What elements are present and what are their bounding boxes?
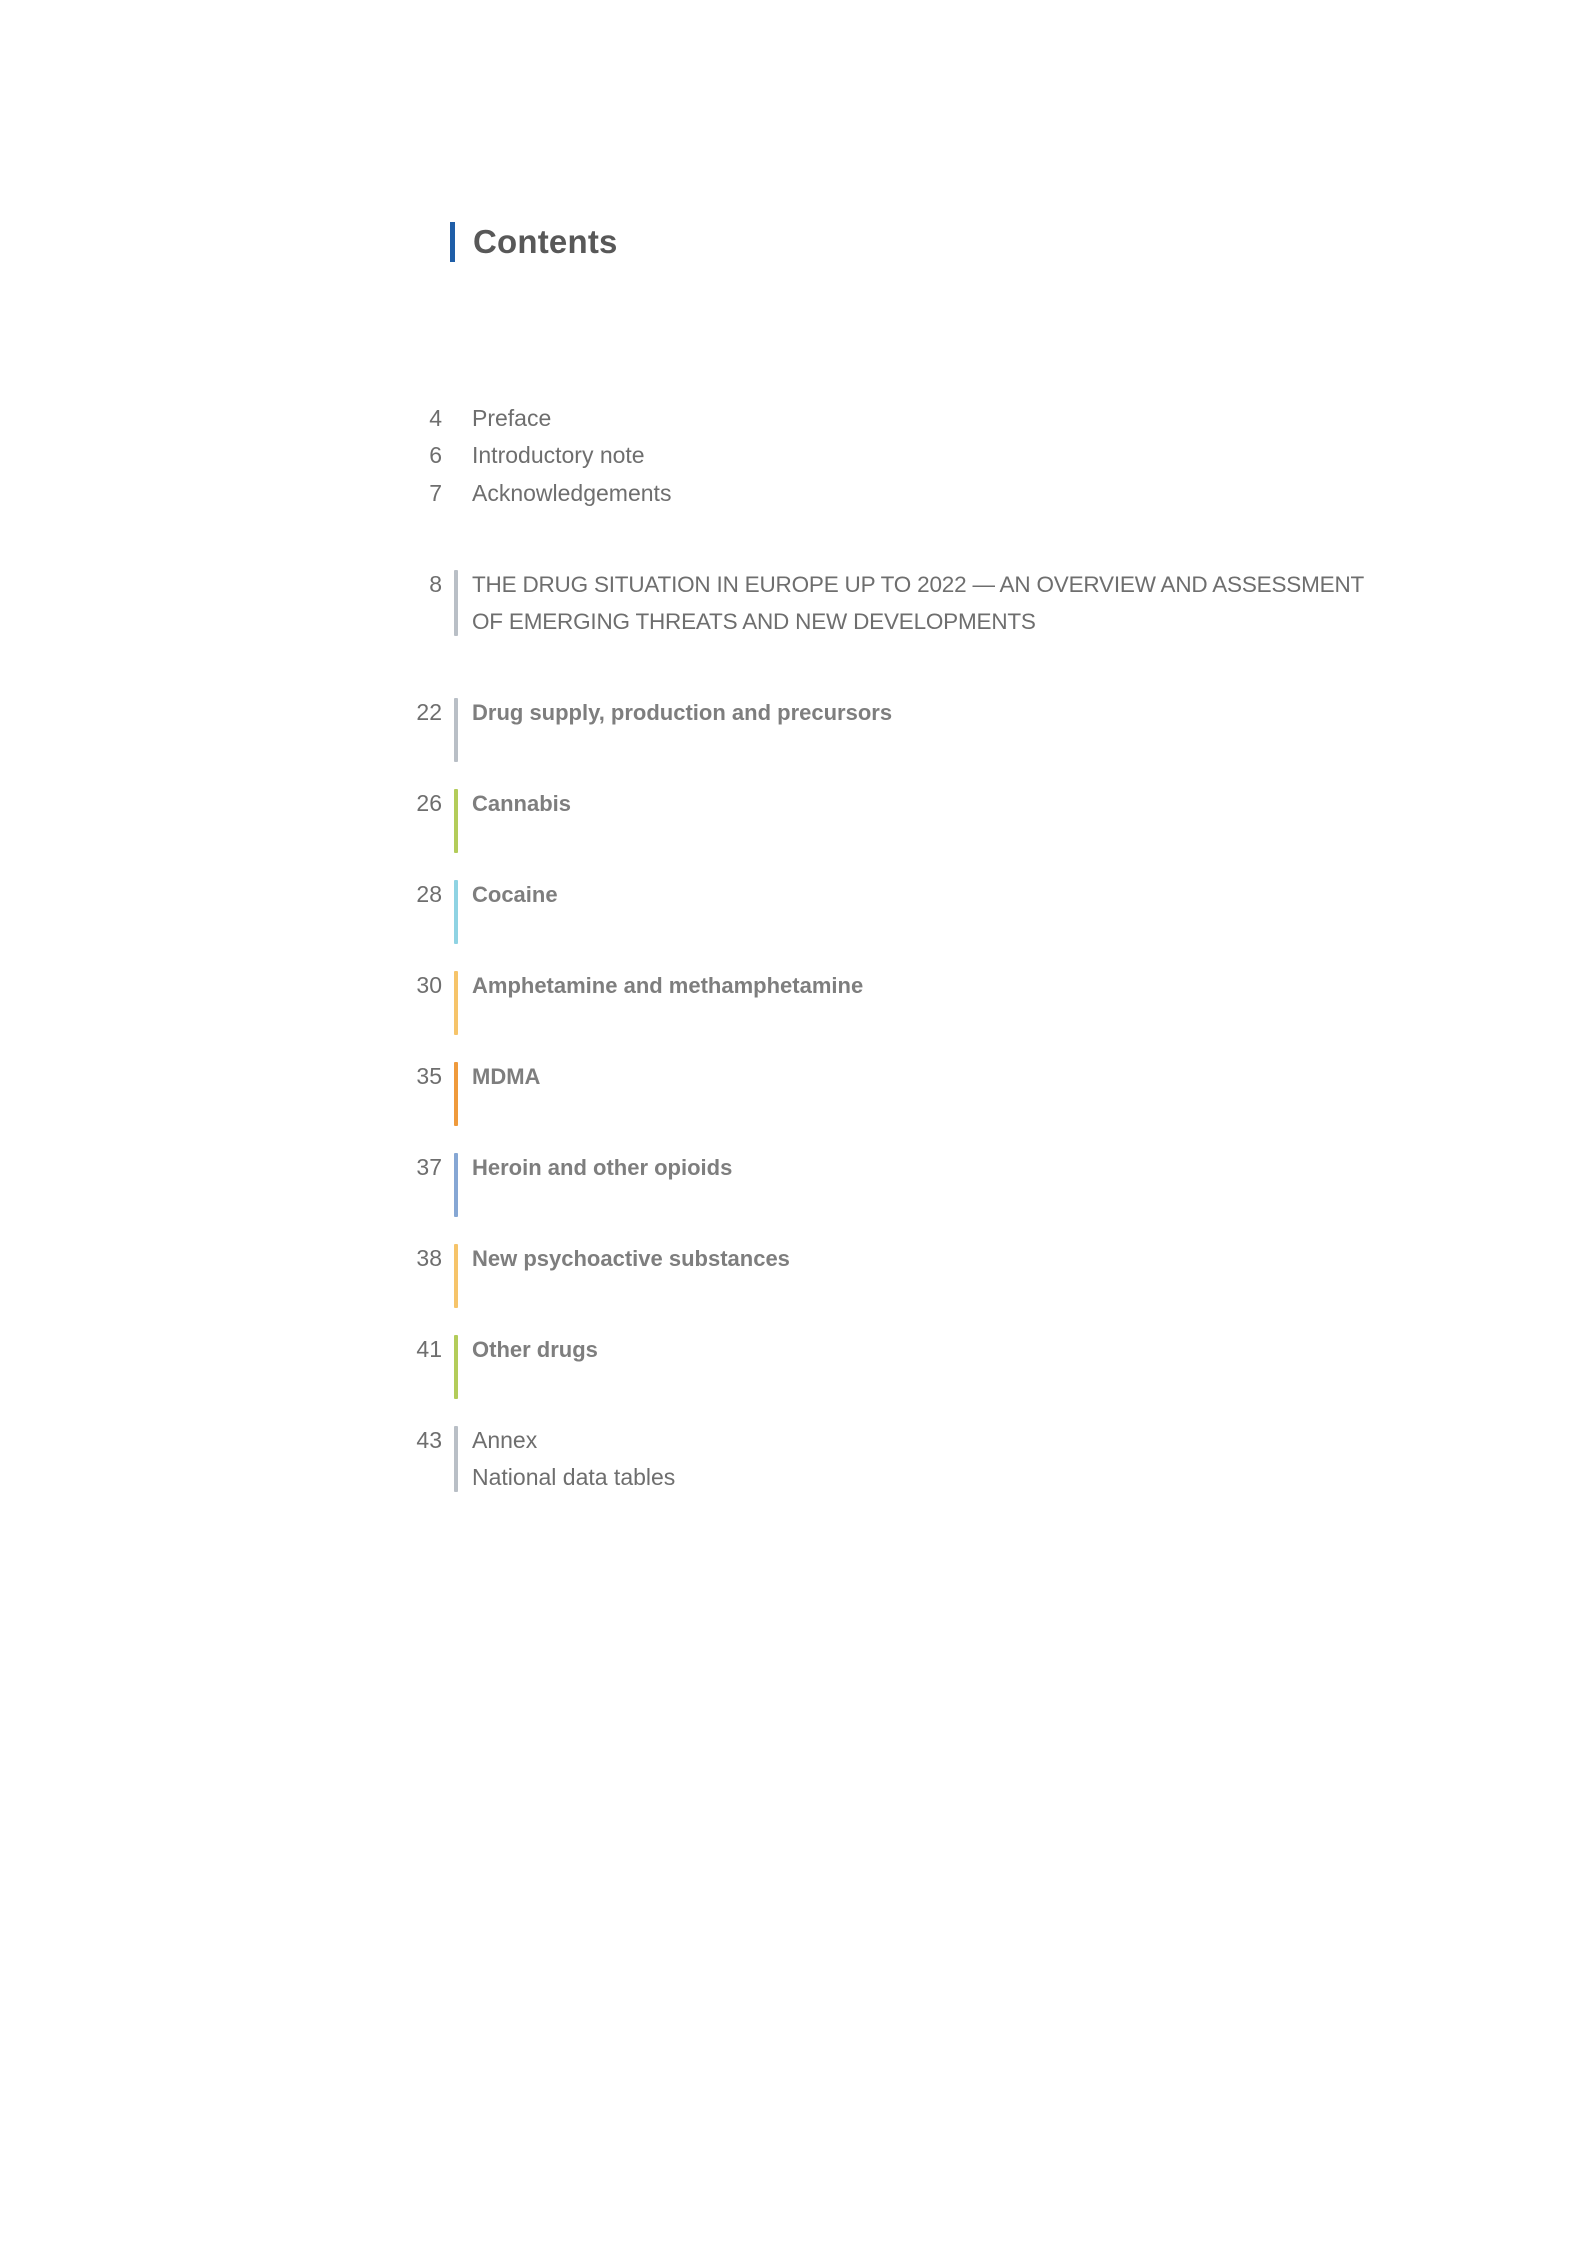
page-number: 37 bbox=[416, 1154, 442, 1180]
page-number: 4 bbox=[429, 405, 442, 431]
page-number: 30 bbox=[416, 972, 442, 998]
page-number: 38 bbox=[416, 1245, 442, 1271]
page-number: 28 bbox=[416, 881, 442, 907]
section-color-bar bbox=[454, 1062, 458, 1126]
toc-entry-cocaine[interactable] bbox=[380, 876, 1440, 946]
section-color-bar bbox=[454, 570, 458, 636]
toc-entry-preface[interactable] bbox=[380, 400, 1440, 437]
entry-label: Introductory note bbox=[472, 442, 645, 468]
toc-entry-heroin[interactable] bbox=[380, 1149, 1440, 1219]
toc-entry-other-drugs[interactable] bbox=[380, 1331, 1440, 1401]
page-number: 26 bbox=[416, 790, 442, 816]
section-color-bar bbox=[454, 698, 458, 762]
toc-entry-mdma[interactable] bbox=[380, 1058, 1440, 1128]
page-number: 35 bbox=[416, 1063, 442, 1089]
section-color-bar bbox=[454, 971, 458, 1035]
page-number: 8 bbox=[429, 571, 442, 597]
page-number: 7 bbox=[429, 480, 442, 506]
entry-label: Acknowledgements bbox=[472, 480, 672, 506]
section-color-bar bbox=[454, 880, 458, 944]
entry-label: Other drugs bbox=[472, 1337, 598, 1362]
toc-entry-annex[interactable] bbox=[380, 1422, 1440, 1496]
entry-label: Heroin and other opioids bbox=[472, 1155, 733, 1180]
entry-label-line-2: OF EMERGING THREATS AND NEW DEVELOPMENTS bbox=[472, 609, 1036, 634]
entry-label bbox=[472, 566, 1440, 640]
section-color-bar bbox=[454, 1426, 458, 1492]
entry-label-line-1: THE DRUG SITUATION IN EUROPE UP TO 2022 — AN OVERVIEW AND ASSESSMENT bbox=[472, 572, 1365, 597]
page-title: Contents bbox=[473, 223, 618, 260]
entry-label: Preface bbox=[472, 405, 552, 431]
entry-label-line-2: National data tables bbox=[472, 1464, 676, 1490]
toc-entry-acknowledgements[interactable] bbox=[380, 475, 1440, 512]
section-color-bar bbox=[454, 1153, 458, 1217]
section-color-bar bbox=[454, 789, 458, 853]
entry-label: New psychoactive substances bbox=[472, 1246, 790, 1271]
toc-entry-introductory-note[interactable] bbox=[380, 437, 1440, 474]
toc-entry-cannabis[interactable] bbox=[380, 785, 1440, 855]
entry-label: Cannabis bbox=[472, 791, 572, 816]
contents-heading bbox=[450, 222, 618, 262]
page-number: 41 bbox=[416, 1336, 442, 1362]
entry-label-line-1: Annex bbox=[472, 1427, 538, 1453]
toc-entry-drug-supply[interactable] bbox=[380, 694, 1440, 764]
toc-entry-overview[interactable] bbox=[380, 566, 1440, 640]
toc-entry-amphetamine[interactable] bbox=[380, 967, 1440, 1037]
section-color-bar bbox=[454, 1335, 458, 1399]
entry-label: Drug supply, production and precursors bbox=[472, 700, 893, 725]
entry-label: Cocaine bbox=[472, 882, 558, 907]
entry-label bbox=[472, 1422, 1440, 1496]
toc-entry-nps[interactable] bbox=[380, 1240, 1440, 1310]
entry-label: MDMA bbox=[472, 1064, 541, 1089]
heading-accent-bar bbox=[450, 222, 455, 262]
page-number: 22 bbox=[416, 699, 442, 725]
entry-label: Amphetamine and methamphetamine bbox=[472, 973, 864, 998]
page-number: 43 bbox=[416, 1427, 442, 1453]
page-number: 6 bbox=[429, 442, 442, 468]
section-color-bar bbox=[454, 1244, 458, 1308]
